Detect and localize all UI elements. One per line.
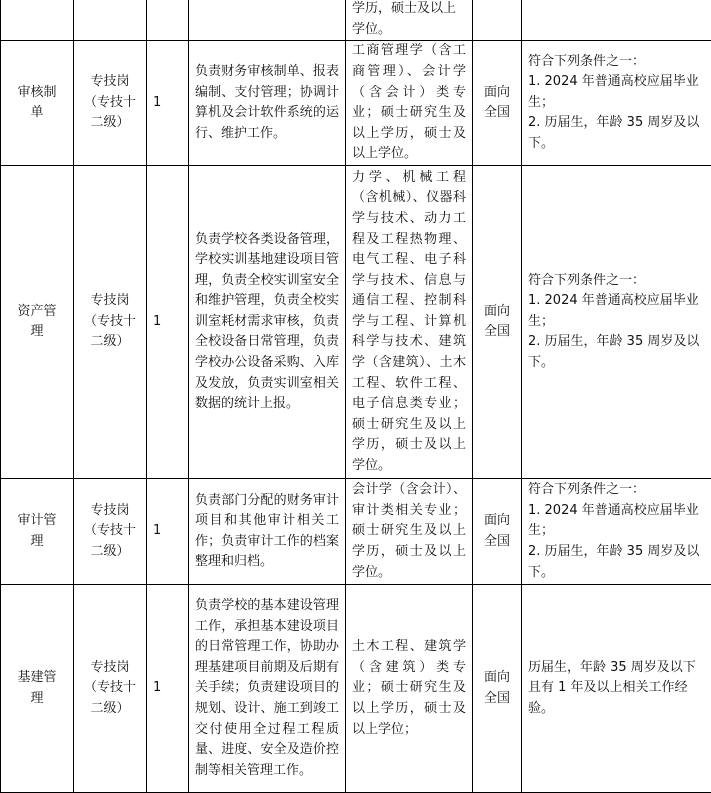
major-cell: 土木工程、建筑学（含建筑）类专业；硕士研究生及以上学历，硕士及以上学位； [346,585,473,793]
duty-cell [189,0,346,41]
major-cell: 力学、机械工程（含机械）、仪器科学与技术、动力工程及工程热物理、电气工程、电子科学与技术、信息与通信工程、控制科学与工程、计算机科学与技术、建筑学（含建筑）、土木工程、软件工程、电子信息类专业；硕士研究生及以上学历，硕士及以上学位。 [346,166,473,479]
condition-cell: 符合下列条件之一： 1. 2024 年普通高校应届毕业生； 2. 历届生，年龄 35 周岁及以下。 [522,479,711,585]
type-cell: 专技岗 （专技十 二级） [74,166,147,479]
table-row [1,166,711,479]
type-cell: 专技岗 （专技十 二级） [74,585,147,793]
count-cell: 1 [147,166,189,479]
table-row-partial [1,0,711,41]
post-cell: 基建管 理 [1,585,74,793]
major-cell: 会计学（含会计）、审计类相关专业；硕士研究生及以上学历，硕士及以上学位。 [346,479,473,585]
condition-cell: 符合下列条件之一： 1. 2024 年普通高校应届毕业生； 2. 历届生，年龄 35 周岁及以下。 [522,166,711,479]
count-cell: 1 [147,479,189,585]
condition-cell: 历届生，年龄 35 周岁及以下且有 1 年及以上相关工作经验。 [522,585,711,793]
scope-cell: 面向 全国 [473,166,522,479]
scope-cell: 面向 全国 [473,585,522,793]
post-cell: 审计管 理 [1,479,74,585]
count-cell [147,0,189,41]
count-cell: 1 [147,41,189,166]
duty-cell: 负责学校的基本建设管理工作，承担基本建设项目的日常管理工作，协助办理基建项目前期及后期有关手续；负责建设项目的规划、设计、施工到竣工交付使用全过程工程质量、进度、安全及造价控制等相关管理工作。 [189,585,346,793]
scope-cell: 面向 全国 [473,479,522,585]
major-cell: 学历，硕士及以上 学位。 [346,0,473,41]
count-cell: 1 [147,585,189,793]
post-cell [1,0,74,41]
table-row [1,585,711,793]
table-row [1,479,711,585]
duty-cell: 负责财务审核制单、报表编制、支付管理；协调计算机及会计软件系统的运行、维护工作。 [189,41,346,166]
condition-cell: 符合下列条件之一： 1. 2024 年普通高校应届毕业生； 2. 历届生，年龄 35 周岁及以下。 [522,41,711,166]
scope-cell [473,0,522,41]
duty-cell: 负责部门分配的财务审计项目和其他审计相关工作；负责审计工作的档案整理和归档。 [189,479,346,585]
scope-cell: 面向 全国 [473,41,522,166]
condition-cell [522,0,711,41]
duty-cell: 负责学校各类设备管理，学校实训基地建设项目管理，负责全校实训室安全和维护管理，负责全校实训室耗材需求审核，负责全校设备日常管理，负责学校办公设备采购、入库及发放，负责实训室相关数据的统计上报。 [189,166,346,479]
type-cell: 专技岗 （专技十 二级） [74,41,147,166]
post-cell: 资产管 理 [1,166,74,479]
post-cell: 审核制 单 [1,41,74,166]
type-cell: 专技岗 （专技十 二级） [74,479,147,585]
major-cell: 工商管理学（含工商管理）、会计学（含会计）类专业；硕士研究生及以上学历，硕士及以上学位。 [346,41,473,166]
type-cell [74,0,147,41]
table-row [1,41,711,166]
